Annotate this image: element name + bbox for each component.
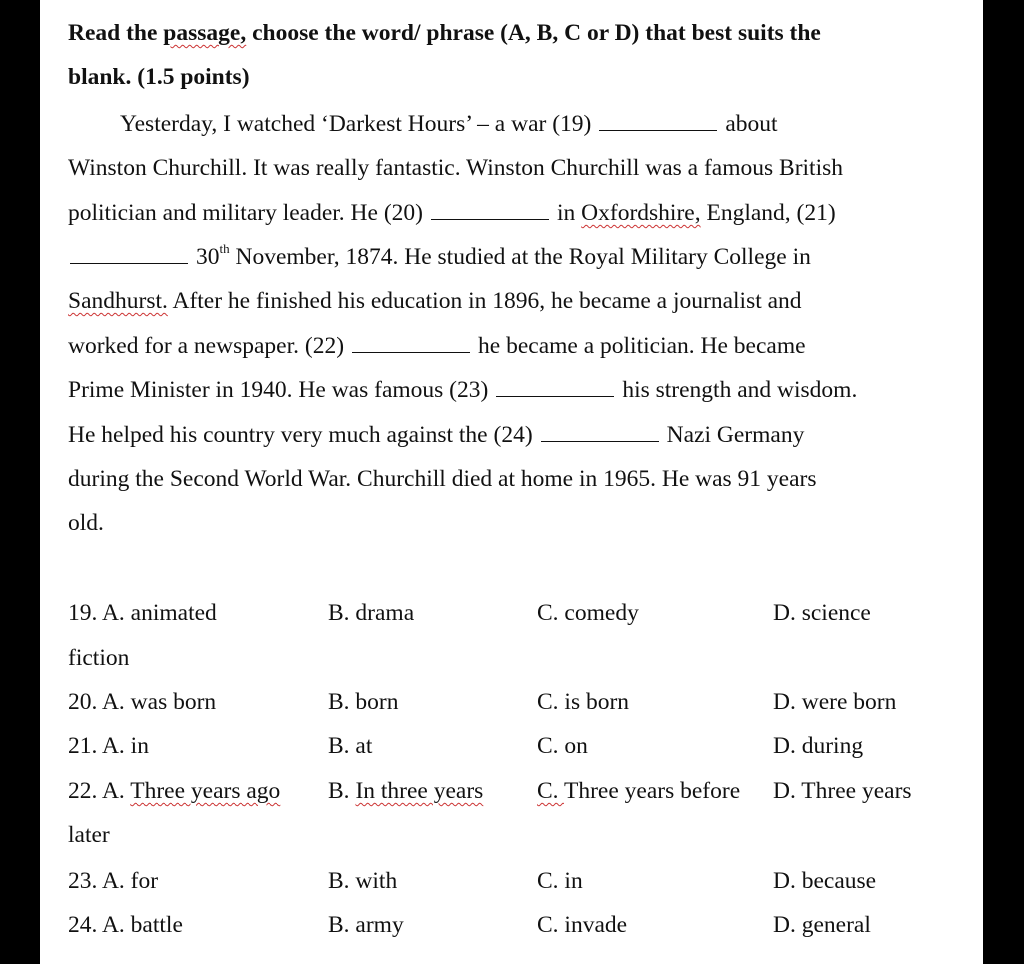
option-label: C. [537, 778, 564, 804]
passage-line-2: Winston Churchill. It was really fantastic. Winston Churchill was a famous British [68, 155, 844, 181]
passage-text: worked for a newspaper. (22) [68, 333, 345, 359]
q19-option-c: C. comedy [537, 600, 639, 626]
option-text: Three years before [564, 778, 741, 804]
q21-option-d: D. during [773, 733, 864, 759]
passage-text: his strength and wisdom. [622, 377, 858, 403]
q19-option-b: B. drama [328, 600, 415, 626]
place-sandhurst: Sandhurst. [68, 288, 168, 314]
blank-22 [352, 332, 470, 353]
instruction-passage-word: passage, [163, 20, 247, 46]
instruction-prefix: Read the [68, 20, 164, 46]
passage-text: in [557, 200, 576, 226]
q20-option-c: C. is born [537, 689, 630, 715]
q22-option-a [68, 776, 280, 806]
passage-line-9: during the Second World War. Churchill died at home in 1965. He was 91 years [68, 466, 817, 492]
passage-line-8 [68, 420, 804, 450]
passage-line-4 [62, 242, 811, 272]
passage-text: He helped his country very much against the (24) [68, 422, 533, 448]
passage-text: he became a politician. He became [478, 333, 806, 359]
q22-option-b [328, 776, 483, 806]
passage-text: Yesterday, I watched ‘Darkest Hours’ – a war (19) [120, 111, 592, 137]
q22-option-d: D. Three years [773, 778, 912, 804]
document-page [40, 0, 983, 964]
blank-23 [496, 376, 614, 397]
q20-option-b: B. born [328, 689, 399, 715]
option-text: In three years [355, 778, 484, 804]
option-label: B. [328, 778, 356, 804]
q20-option-a: 20. A. was born [68, 689, 217, 715]
instruction-suffix: choose the word/ phrase (A, B, C or D) that best suits the [246, 20, 821, 46]
passage-line-6 [68, 331, 806, 361]
day-number: 30 [196, 244, 220, 270]
instruction-line-1 [68, 18, 821, 48]
place-oxfordshire: Oxfordshire, [581, 200, 701, 226]
q19-option-d-continued: fiction [68, 645, 130, 671]
q24-option-a: 24. A. battle [68, 912, 183, 938]
blank-19 [599, 110, 717, 131]
q24-option-c: C. invade [537, 912, 628, 938]
q23-option-b: B. with [328, 868, 398, 894]
q19-option-a: 19. A. animated [68, 600, 217, 626]
q21-option-a: 21. A. in [68, 733, 149, 759]
q22-option-d-continued: later [68, 822, 110, 848]
passage-text: England, (21) [706, 200, 836, 226]
passage-text: November, 1874. He studied at the Royal Military College in [235, 244, 811, 270]
instruction-line-2: blank. (1.5 points) [68, 64, 250, 90]
passage-line-10: old. [68, 510, 104, 536]
passage-text: about [725, 111, 778, 137]
passage-line-1 [120, 109, 778, 139]
q21-option-c: C. on [537, 733, 588, 759]
q23-option-c: C. in [537, 868, 583, 894]
ordinal-suffix: th [219, 241, 230, 257]
blank-24 [541, 421, 659, 442]
passage-line-5 [68, 286, 802, 316]
q21-option-b: B. at [328, 733, 373, 759]
passage-line-7 [68, 375, 857, 405]
blank-20 [431, 199, 549, 220]
passage-text: Nazi Germany [666, 422, 805, 448]
q20-option-d: D. were born [773, 689, 897, 715]
q23-option-d: D. because [773, 868, 877, 894]
q23-option-a: 23. A. for [68, 868, 159, 894]
blank-21 [70, 243, 188, 264]
q24-option-b: B. army [328, 912, 404, 938]
passage-text: After he finished his education in 1896, he became a journalist and [172, 288, 802, 314]
option-label: 22. A. [68, 778, 131, 804]
q22-option-c [537, 776, 740, 806]
passage-line-3 [68, 198, 836, 228]
option-text: Three years ago [130, 778, 281, 804]
q24-option-d: D. general [773, 912, 871, 938]
passage-text: politician and military leader. He (20) [68, 200, 423, 226]
passage-text: Prime Minister in 1940. He was famous (23) [68, 377, 489, 403]
q19-option-d: D. science [773, 600, 871, 626]
